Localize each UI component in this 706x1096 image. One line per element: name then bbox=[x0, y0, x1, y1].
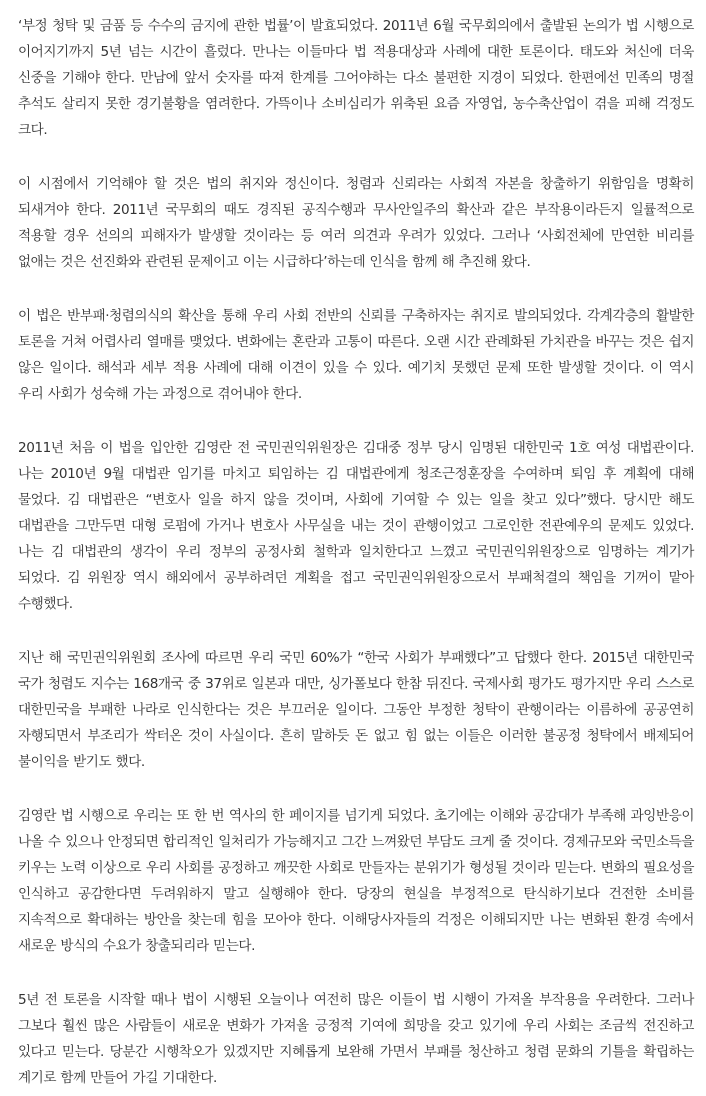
article-paragraph: 2011년 처음 이 법을 입안한 김영란 전 국민권익위원장은 김대중 정부 당시 임명된 대한민국 1호 여성 대법관이다. 나는 2010년 9월 대법관 임기를 마치고 퇴임하는 김 대법관에게 청조근정훈장을 수여하며 퇴임 후 계획에 대해 물었다. 김 대법관은 “변호사 일을 하지 않을 것이며, 사회에 기여할 수 있는 일을 찾고 있다”했다. 당시만 해도 대법관을 그만두면 대형 로펌에 가거나 변호사 사무실을 내는 것이 관행이었고 그로인한 전관예우의 문제도 있었다. 나는 김 대법관의 생각이 우리 정부의 공정사회 철학과 일치한다고 느꼈고 국민권익위원장으로 임명하는 계기가 되었다. 김 위원장 역시 해외에서 공부하려던 계획을 접고 국민권익위원장으로서 부패척결의 책임을 기꺼이 맡아 수행했다. bbox=[18, 440, 694, 612]
article-paragraph: 5년 전 토론을 시작할 때나 법이 시행된 오늘이나 여전히 많은 이들이 법 시행이 가져올 부작용을 우려한다. 그러나 그보다 훨씬 많은 사람들이 새로운 변화가 가져올 긍정적 기여에 희망을 갖고 있기에 우리 사회는 조금씩 전진하고 있다고 믿는다. 당분간 시행착오가 있겠지만 지혜롭게 보완해 가면서 부패를 청산하고 청렴 문화의 기틀을 확립하는 계기로 함께 만들어 가길 기대한다. bbox=[18, 992, 694, 1086]
article-paragraph: 김영란 법 시행으로 우리는 또 한 번 역사의 한 페이지를 넘기게 되었다. 초기에는 이해와 공감대가 부족해 과잉반응이 나올 수 있으나 안정되면 합리적인 일처리가 가능해지고 그간 느껴왔던 부담도 크게 줄 것이다. 경제규모와 국민소득을 키우는 노력 이상으로 우리 사회를 공정하고 깨끗한 사회로 만들자는 분위기가 형성될 것이라 믿는다. 변화의 필요성을 인식하고 공감한다면 두려워하지 말고 실행해야 한다. 당장의 현실을 부정적으로 탄식하기보다 건전한 소비를 지속적으로 확대하는 방안을 찾는데 힘을 모아야 한다. 이해당사자들의 걱정은 이해되지만 나는 변화된 환경 속에서 새로운 방식의 수요가 창출되리라 믿는다. bbox=[18, 808, 694, 954]
article-paragraph: 지난 해 국민권익위원회 조사에 따르면 우리 국민 60%가 “한국 사회가 부패했다”고 답했다 한다. 2015년 대한민국 국가 청렴도 지수는 168개국 중 37위로 일본과 대만, 싱가폴보다 한참 뒤진다. 국제사회 평가도 평가지만 우리 스스로 대한민국을 부패한 나라로 인식한다는 것은 부끄러운 일이다. 그동안 부정한 청탁이 관행이라는 이름하에 공공연히 자행되면서 부조리가 싹터온 것이 사실이다. 흔히 말하듯 돈 없고 힘 없는 이들은 이러한 불공정 청탁에서 배제되어 불이익을 받기도 했다. bbox=[18, 650, 694, 770]
article-body bbox=[18, 13, 694, 1091]
article-paragraph: 이 법은 반부패·청렴의식의 확산을 통해 우리 사회 전반의 신뢰를 구축하자는 취지로 발의되었다. 각계각층의 활발한 토론을 거쳐 어렵사리 열매를 맺었다. 변화에는 혼란과 고통이 따른다. 오랜 시간 관례화된 가치관을 바꾸는 것은 쉽지 않은 일이다. 해석과 세부 적용 사례에 대해 이견이 있을 수 있다. 예기치 못했던 문제 또한 발생할 것이다. 이 역시 우리 사회가 성숙해 가는 과정으로 겪어내야 한다. bbox=[18, 308, 694, 402]
article-paragraph: 이 시점에서 기억해야 할 것은 법의 취지와 정신이다. 청렴과 신뢰라는 사회적 자본을 창출하기 위함임을 명확히 되새겨야 한다. 2011년 국무회의 때도 경직된 공직수행과 무사안일주의 확산과 같은 부작용이라든지 일률적으로 적용할 경우 선의의 피해자가 발생할 것이라는 등 여러 의견과 우려가 있었다. 그러나 ‘사회전체에 만연한 비리를 없애는 것은 선진화와 관련된 문제이고 이는 시급하다’하는데 인식을 함께 해 추진해 왔다. bbox=[18, 176, 694, 270]
article-paragraph: ‘부정 청탁 및 금품 등 수수의 금지에 관한 법률’이 발효되었다. 2011년 6월 국무회의에서 출발된 논의가 법 시행으로 이어지기까지 5년 넘는 시간이 흘렀다. 만나는 이들마다 법 적용대상과 사례에 대한 토론이다. 태도와 처신에 더욱 신중을 기해야 한다. 만남에 앞서 숫자를 따져 한계를 그어야하는 다소 불편한 지경이 되었다. 한편에선 민족의 명절 추석도 살리지 못한 경기불황을 염려한다. 가뜩이나 소비심리가 위축된 요즘 자영업, 농수축산업이 겪을 피해 걱정도 크다. bbox=[18, 18, 694, 138]
